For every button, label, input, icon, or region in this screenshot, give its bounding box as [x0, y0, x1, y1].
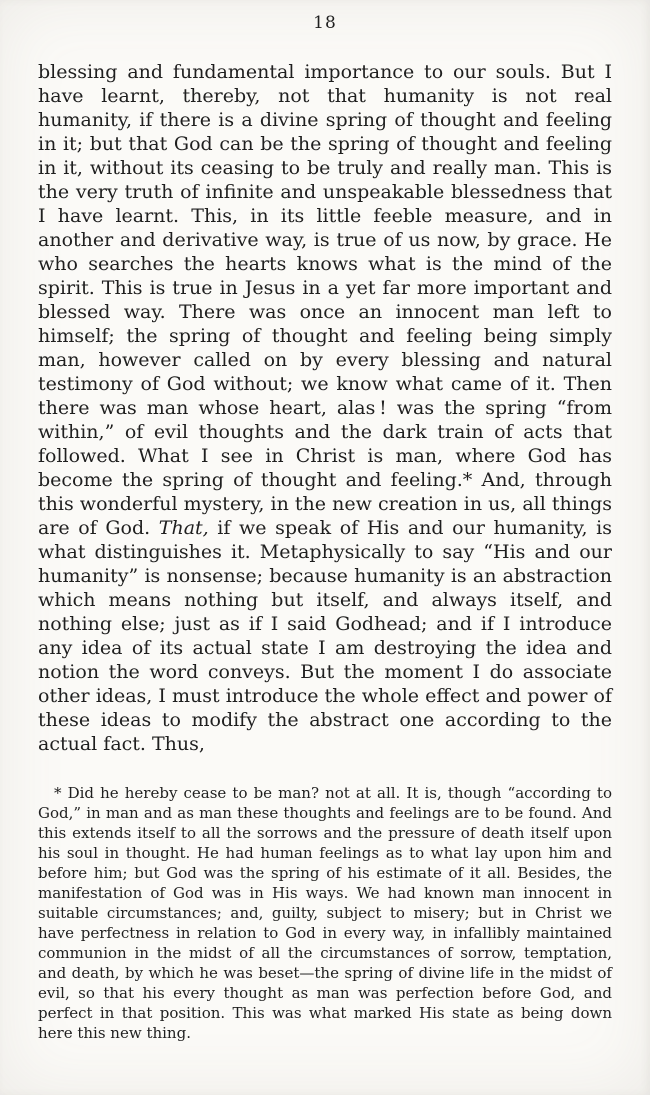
body-paragraph: blessing and fundamental importance to our souls. But I have learnt, thereby, not that humanity is not real humanity, if there is a divine spring of thought and feeling in it; but that God can be the spring of thought and feeling in it, without its ceasing to be truly and really man. This is the very truth of infinite and unspeakable blessedness that I have learnt. This, in its little feeble measure, and in another and derivative way, is true of us now, by grace. He who searches the hearts knows what is the mind of the spirit. This is true in Jesus in a yet far more important and blessed way. There was once an innocent man left to himself; the spring of thought and feeling being simply man, however called on by every blessing and natural testimony of God without; we know what came of it. Then there was man whose heart, alas ! was the spring “from within,” of evil thoughts and the dark train of acts that followed. What I see in Christ is man, where God has become the spring of thought and feeling.* And, through this wonderful mystery, in the new creation in us, all things are of God. That, if we speak of His and our humanity, is what distinguishes it. Metaphysically to say “His and our humanity” is nonsense; because humanity is an abstraction which means nothing but itself, and always itself, and nothing else; just as if I said Godhead; and if I introduce any idea of its actual state I am destroying the idea and notion the word conveys. But the moment I do associate other ideas, I must introduce the whole effect and power of these ideas to modify the abstract one according to the actual fact. Thus, [38, 61, 612, 755]
page-number: 18 [313, 13, 337, 33]
footnote-paragraph: * Did he hereby cease to be man? not at all. It is, though “according to God,” in man and as man these thoughts and feelings are to be found. And this extends itself to all the sorrows and the pressure of death itself upon his soul in thought. He had human feelings as to what lay upon him and before him; but God was the spring of his estimate of it all. Besides, the manifestation of God was in His ways. We had known man innocent in suitable circumstances; and, guilty, subject to misery; but in Christ we have perfectness in relation to God in every way, in infallibly maintained communion in the midst of all the circumstances of sorrow, temptation, and death, by which he was beset—the spring of divine life in the midst of evil, so that his every thought as man was perfection before God, and perfect in that position. This was what marked His state as being down here this new thing. [38, 784, 612, 1042]
